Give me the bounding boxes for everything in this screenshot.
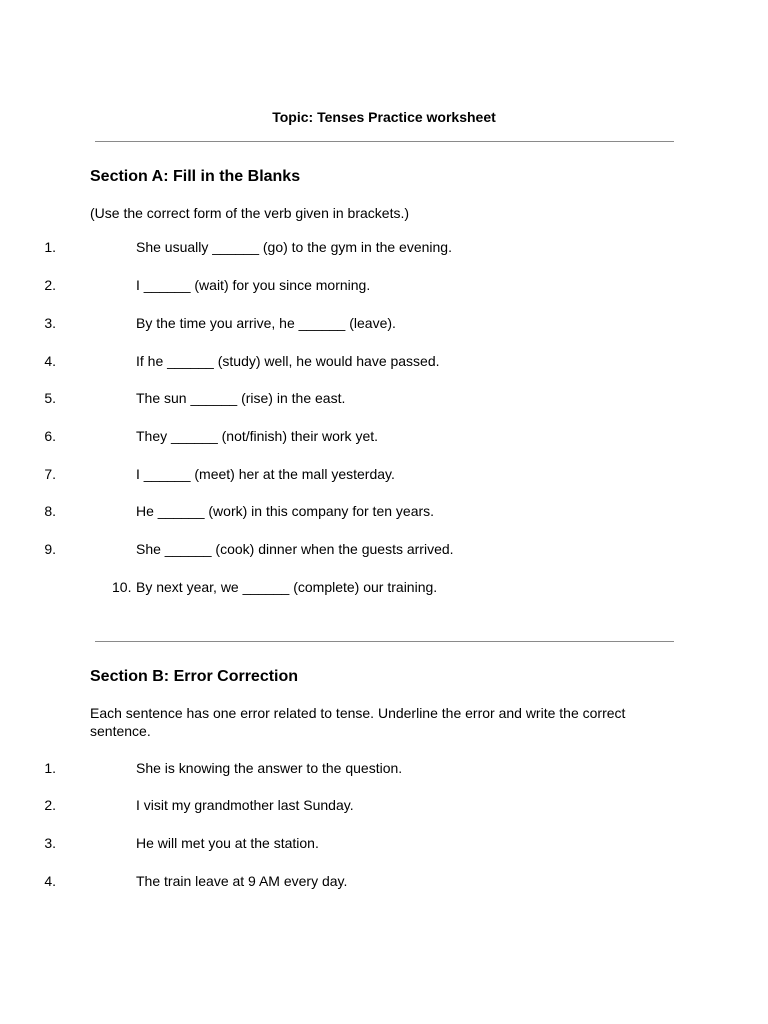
section-a-instruction: (Use the correct form of the verb given in brackets.) — [90, 205, 410, 221]
question-number: 5. — [44, 390, 56, 406]
question-number: 10. — [112, 579, 132, 595]
question-number: 2. — [44, 277, 56, 293]
section-b-instruction: Each sentence has one error related to tense. Underline the error and write the correct sentence. — [90, 705, 626, 739]
question-text: I visit my grandmother last Sunday. — [136, 797, 354, 813]
question-text: He ______ (work) in this company for ten years. — [136, 503, 435, 519]
top-divider — [95, 141, 674, 142]
question-text: She ______ (cook) dinner when the guests arrived. — [136, 541, 454, 557]
question-number: 4. — [44, 873, 56, 889]
section-a-heading: Section A: Fill in the Blanks — [90, 168, 301, 185]
question-text: The train leave at 9 AM every day. — [136, 873, 348, 889]
question-text: He will met you at the station. — [136, 835, 319, 851]
question-number: 7. — [44, 466, 56, 482]
question-text: I ______ (wait) for you since morning. — [136, 277, 371, 293]
question-text: She is knowing the answer to the question. — [136, 760, 403, 776]
section-b-heading: Section B: Error Correction — [90, 668, 299, 685]
question-number: 9. — [44, 541, 56, 557]
question-number: 8. — [44, 503, 56, 519]
question-text: By the time you arrive, he ______ (leave). — [136, 315, 396, 331]
question-text: I ______ (meet) her at the mall yesterday. — [136, 466, 395, 482]
question-number: 1. — [44, 239, 56, 255]
question-number: 6. — [44, 428, 56, 444]
question-text: They ______ (not/finish) their work yet. — [136, 428, 379, 444]
question-number: 2. — [44, 797, 56, 813]
question-text: By next year, we ______ (complete) our training. — [136, 579, 438, 595]
question-number: 1. — [44, 760, 56, 776]
question-number: 4. — [44, 353, 56, 369]
question-text: She usually ______ (go) to the gym in the evening. — [136, 239, 452, 255]
worksheet-title: Topic: Tenses Practice worksheet — [272, 109, 496, 125]
question-number: 3. — [44, 835, 56, 851]
question-number: 3. — [44, 315, 56, 331]
section-divider — [95, 641, 674, 642]
question-text: The sun ______ (rise) in the east. — [136, 390, 346, 406]
question-text: If he ______ (study) well, he would have passed. — [136, 353, 440, 369]
